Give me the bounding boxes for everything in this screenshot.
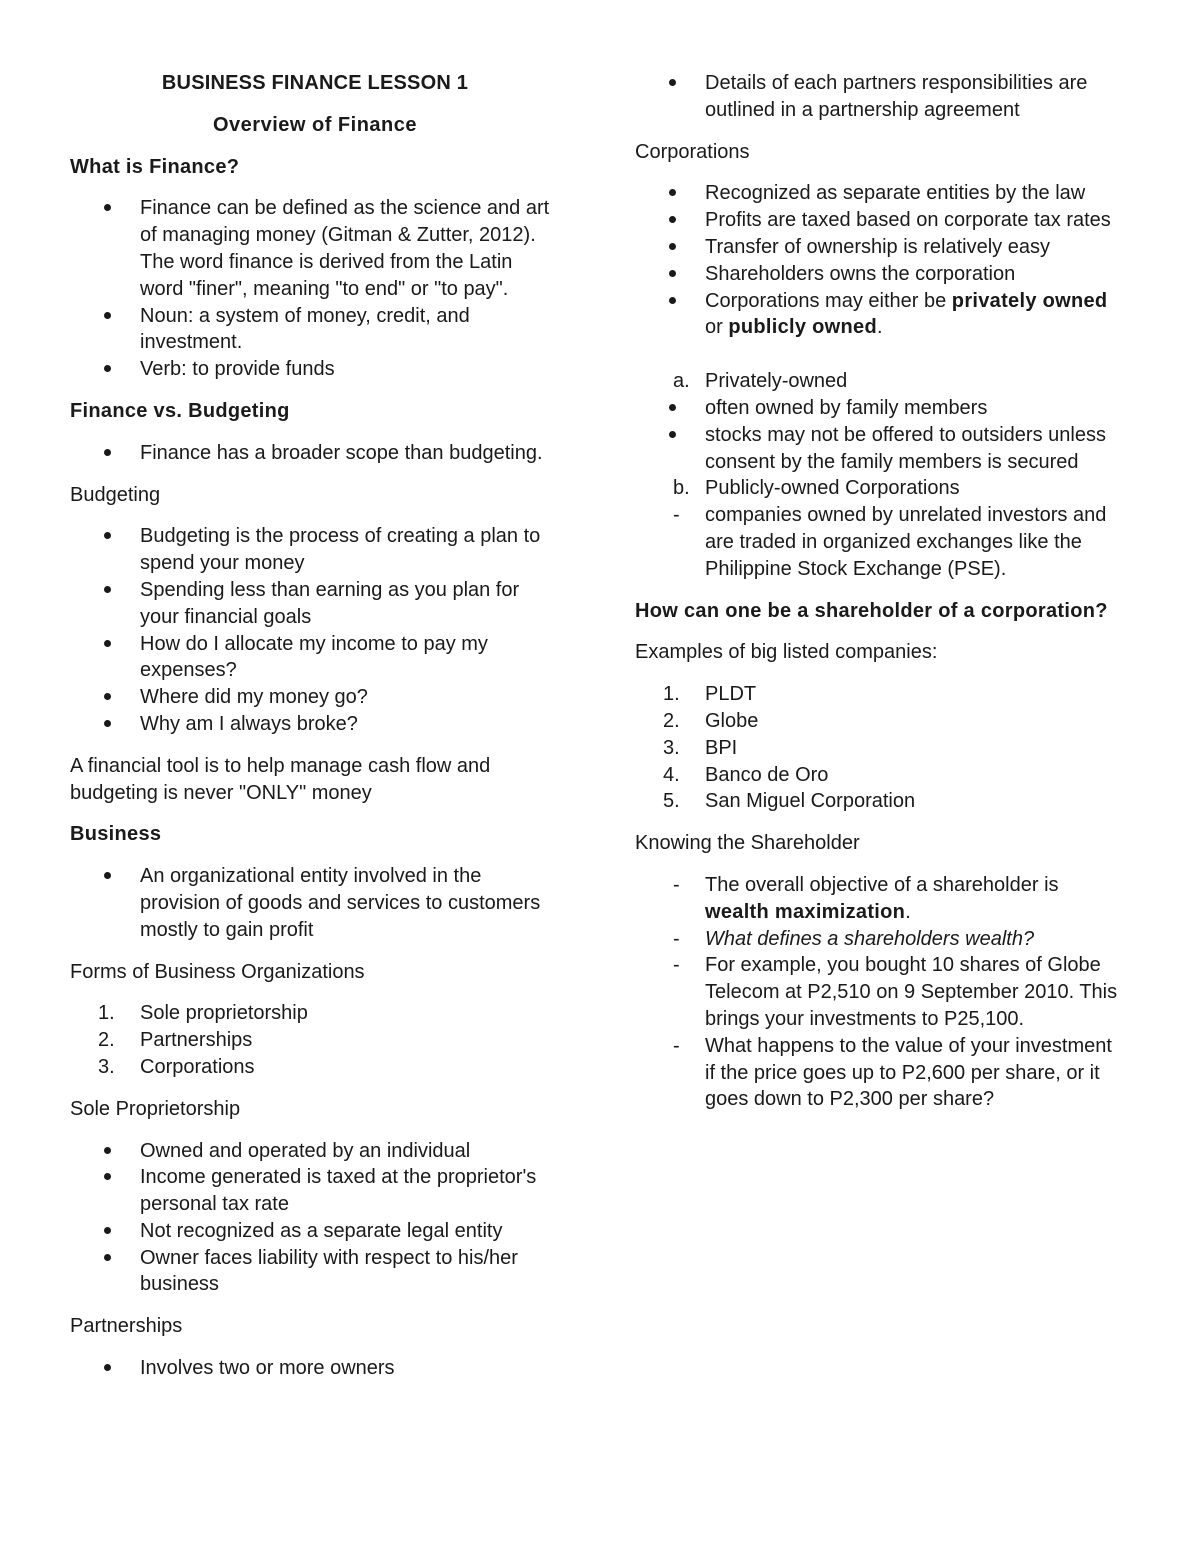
- list-item: Shareholders owns the corporation: [705, 262, 1016, 285]
- list-partnerships-continued: [635, 70, 1125, 124]
- heading-finance-vs-budgeting: Finance vs. Budgeting: [70, 399, 290, 422]
- heading-shareholder: How can one be a shareholder of a corporation?: [635, 599, 1108, 622]
- list-ownership-types: [635, 368, 1125, 582]
- list-corporations: [635, 180, 1125, 341]
- list-budgeting: [70, 523, 560, 737]
- list-item: - companies owned by unrelated investors and are traded in organized exchanges like the Philippine Stock Exchange (PSE).: [673, 504, 1107, 580]
- subheading-partnerships: Partnerships: [70, 1315, 183, 1338]
- list-item: - For example, you bought 10 shares of Globe Telecom at P2,510 on 9 September 2010. This brings your investments to P25,100.: [673, 954, 1118, 1030]
- list-item: 4. Banco de Oro: [663, 763, 829, 786]
- list-item: - What defines a shareholders wealth?: [673, 927, 1035, 950]
- left-column: [70, 70, 560, 1397]
- list-item: - What happens to the value of your investment if the price goes up to P2,600 per share, or it goes down to P2,300 per share?: [673, 1034, 1112, 1111]
- list-item: Noun: a system of money, credit, and investment.: [140, 304, 470, 354]
- list-item: Finance can be defined as the science and art of managing money (Gitman & Zutter, 2012). The word finance is derived from the Latin word "finer", meaning "to end" or "to pay".: [140, 197, 550, 300]
- subheading-corporations: Corporations: [635, 140, 750, 163]
- list-item: Not recognized as a separate legal entity: [140, 1219, 503, 1242]
- list-what-is-finance: [70, 195, 560, 383]
- subheading-forms: Forms of Business Organizations: [70, 960, 365, 983]
- list-item: 3. Corporations: [98, 1055, 255, 1078]
- list-item: Income generated is taxed at the proprietor's personal tax rate: [140, 1166, 537, 1216]
- list-companies: [635, 681, 1125, 815]
- list-item: 2. Globe: [663, 709, 759, 732]
- list-finance-vs-budgeting: [70, 440, 560, 467]
- list-partnerships: [70, 1355, 560, 1382]
- list-item: b. Publicly-owned Corporations: [673, 477, 960, 500]
- subheading-sole: Sole Proprietorship: [70, 1097, 241, 1120]
- list-item: Involves two or more owners: [140, 1357, 395, 1380]
- list-item: Transfer of ownership is relatively easy: [705, 235, 1050, 258]
- list-item: stocks may not be offered to outsiders unless consent by the family members is secured: [705, 423, 1106, 473]
- list-item: Finance has a broader scope than budgeting.: [140, 441, 543, 464]
- list-knowing: [635, 872, 1125, 1113]
- heading-business: Business: [70, 823, 162, 846]
- list-item: 5. San Miguel Corporation: [663, 790, 916, 813]
- list-item: - The overall objective of a shareholder is wealth maximization.: [673, 873, 1059, 923]
- list-business: [70, 863, 560, 943]
- list-item: Recognized as separate entities by the law: [705, 182, 1086, 205]
- list-item: Verb: to provide funds: [140, 358, 335, 381]
- list-item: Where did my money go?: [140, 686, 368, 709]
- list-sole: [70, 1138, 560, 1299]
- list-item: 1. PLDT: [663, 683, 757, 706]
- list-item: Spending less than earning as you plan for your financial goals: [140, 578, 520, 628]
- examples-label: Examples of big listed companies:: [635, 641, 938, 664]
- list-item: Budgeting is the process of creating a plan to spend your money: [140, 525, 541, 575]
- subheading-budgeting: Budgeting: [70, 483, 161, 506]
- list-item: a. Privately-owned: [673, 370, 848, 393]
- list-item: often owned by family members: [705, 396, 988, 419]
- list-item: 3. BPI: [663, 736, 738, 759]
- list-item: Corporations may either be privately owned or publicly owned.: [705, 289, 1108, 339]
- heading-what-is-finance: What is Finance?: [70, 155, 240, 178]
- document-title: BUSINESS FINANCE LESSON 1: [161, 72, 469, 94]
- list-item: How do I allocate my income to pay my expenses?: [140, 632, 488, 682]
- list-item: Why am I always broke?: [140, 712, 358, 735]
- subheading-knowing: Knowing the Shareholder: [635, 832, 860, 855]
- document-subtitle: Overview of Finance: [212, 113, 417, 136]
- list-item: 1. Sole proprietorship: [98, 1002, 308, 1025]
- right-column: [635, 70, 1125, 1128]
- list-item: 2. Partnerships: [98, 1029, 253, 1052]
- budgeting-note: A financial tool is to help manage cash flow and budgeting is never "ONLY" money: [70, 754, 491, 804]
- list-item: Owned and operated by an individual: [140, 1139, 471, 1162]
- list-item: An organizational entity involved in the provision of goods and services to customers mostly to gain profit: [140, 865, 541, 941]
- list-item: Details of each partners responsibilities are outlined in a partnership agreement: [705, 72, 1088, 121]
- list-item: Owner faces liability with respect to his/her business: [140, 1246, 518, 1296]
- list-forms: [70, 1000, 560, 1080]
- list-item: Profits are taxed based on corporate tax rates: [705, 209, 1111, 232]
